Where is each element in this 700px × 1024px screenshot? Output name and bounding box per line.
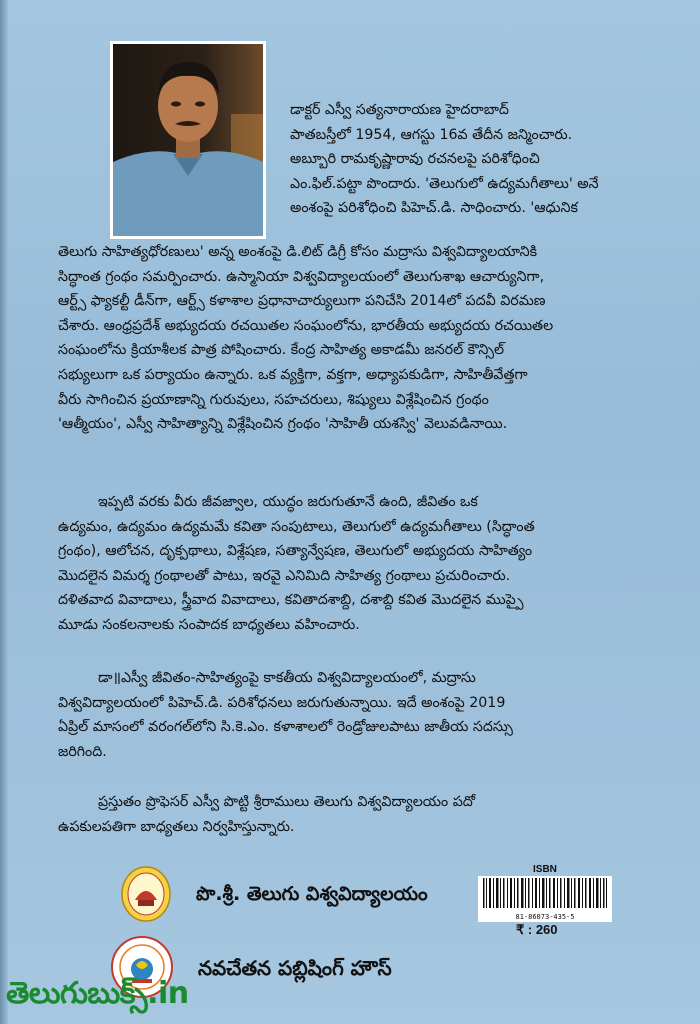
university-publisher: పొ.శ్రీ. తెలుగు విశ్వవిద్యాలయం bbox=[196, 883, 428, 905]
cover-edge bbox=[0, 0, 8, 1024]
university-seal-icon bbox=[121, 866, 171, 922]
bio-paragraph-1-right: డాక్టర్ ఎస్వీ సత్యనారాయణ హైదరాబాద్ పాతబస్తీలో 1954, ఆగస్టు 16వ తేదీన జన్మించారు. అబ్బూరి రామకృష్ణారావు రచనలపై పరిశోధించి ఎం.ఫిల్.పట్టా పొందారు. 'తెలుగులో ఉద్యమగీతాలు' అనే అంశంపై పరిశోధించి పిహెచ్.డి. సాధించారు. 'ఆధునిక bbox=[290, 102, 599, 217]
bio-paragraph-1: తెలుగు సాహిత్యధోరణులు' అన్న అంశంపై డి.లిట్ డిగ్రీ కోసం మద్రాసు విశ్వవిద్యాలయానికి సిద్ధాంత గ్రంథం సమర్పించారు. ఉస్మానియా విశ్వవిద్యాలయంలో తెలుగుశాఖ ఆచార్యునిగా, ఆర్ట్స్ ఫ్యాకల్టీ డీన్‌గా, ఆర్ట్స్ కళాశాల ప్రధానాచార్యులుగా పనిచేసి 2014లో పదవీ విరమణ చేశారు. ఆంధ్రప్రదేశ్ అభ్యుదయ రచయితల సంఘంలోను, భారతీయ అభ్యుదయ రచయితల సంఘంలోను క్రియాశీలక పాత్ర పోషించారు. కేంద్ర సాహిత్య అకాడమీ జనరల్ కౌన్సిల్ సభ్యులుగా ఒక పర్యాయం ఉన్నారు. ఒక వ్యక్తిగా, వక్తగా, అధ్యాపకుడిగా, సాహితీవేత్తగా వీరు సాగించిన ప్రయాణాన్ని గురువులు, సహచరులు, శిష్యులు విశ్లేషించిన గ్రంథం 'ఆత్మీయం', ఎస్వీ సాహిత్యాన్ని విశ్లేషించిన గ్రంథం 'సాహితీ యశస్వి' వెలువడినాయి. bbox=[58, 244, 554, 433]
isbn-barcode bbox=[478, 876, 612, 922]
bio-paragraph-4: ప్రస్తుతం ప్రొఫెసర్ ఎస్వీ పొట్టి శ్రీరాములు తెలుగు విశ్వవిద్యాలయం పదో ఉపకులపతిగా బాధ్యతలు నిర్వహిస్తున్నారు. bbox=[58, 794, 476, 835]
site-watermark: తెలుగుబుక్స్.in bbox=[6, 976, 189, 1011]
bio-paragraph-2: ఇప్పటి వరకు వీరు జీవజ్వాల, యుద్ధం జరుగుతూనే ఉంది, జీవితం ఒక ఉద్యమం, ఉద్యమం ఉద్యమమే కవితా సంపుటాలు, తెలుగులో ఉద్యమగీతాలు (సిద్ధాంత గ్రంథం), ఆలోచన, దృక్పథాలు, విశ్లేషణ, సత్యాన్వేషణ, తెలుగులో అభ్యుదయ సాహిత్యం మొదలైన విమర్శ గ్రంథాలతో పాటు, ఇరవై ఎనిమిది సాహిత్య గ్రంథాలు ప్రచురించారు. దళితవాద వివాదాలు, స్త్రీవాద వివాదాలు, కవితాదశాబ్ది, దశాబ్ది కవిత మొదలైన ముప్పై మూడు సంకలనాలకు సంపాదక బాధ్యతలు వహించారు. bbox=[58, 494, 535, 633]
publishing-house-name: నవచేతన పబ్లిషింగ్ హౌస్ bbox=[198, 956, 392, 980]
bio-paragraph-3: డా॥ఎస్వీ జీవితం-సాహిత్యంపై కాకతీయ విశ్వవిద్యాలయంలో, మద్రాసు విశ్వవిద్యాలయంలో పిహెచ్.డి. పరిశోధనలు జరుగుతున్నాయి. ఇదే అంశంపై 2019 ఏప్రిల్ మాసంలో వరంగల్‌లోని సి.కె.ఎం. కళాశాలలో రెండ్రోజులపాటు జాతీయ సదస్సు జరిగింది. bbox=[58, 670, 513, 760]
isbn-label: ISBN bbox=[533, 864, 557, 875]
isbn-number: 81-86073-435-5 bbox=[515, 913, 575, 921]
barcode-icon bbox=[481, 878, 609, 908]
author-photo bbox=[110, 41, 266, 239]
price: ₹ : 260 bbox=[516, 922, 558, 937]
